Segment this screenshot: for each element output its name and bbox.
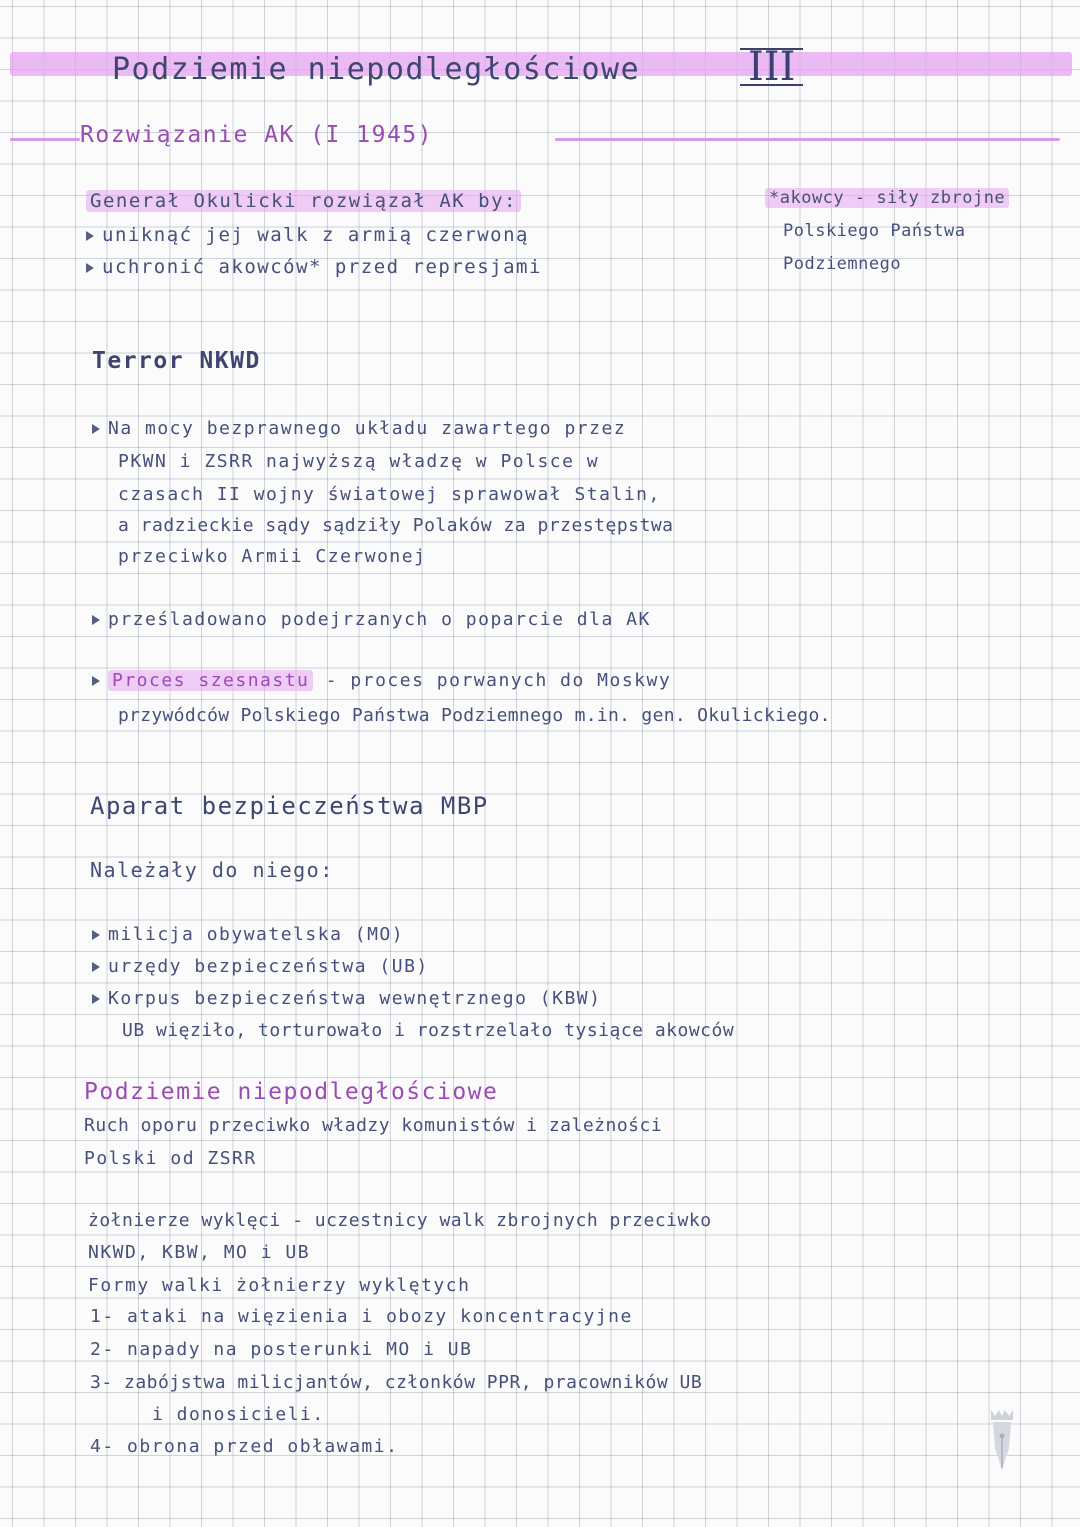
- section1-intro: Generał Okulicki rozwiązał AK by:: [86, 190, 521, 212]
- terror-bullet: Na mocy bezprawnego układu zawartego przez: [92, 418, 626, 439]
- terror-bullet: Proces szesnastu - proces porwanych do Moskwy: [92, 670, 671, 691]
- terror-bullet: prześladowano podejrzanych o poparcie dla AK: [92, 609, 651, 630]
- mbp-bullet: Korpus bezpieczeństwa wewnętrznego (KBW): [92, 988, 601, 1009]
- akowcy-footnote-line: Polskiego Państwa: [783, 221, 966, 241]
- definition-line: Ruch oporu przeciwko władzy komunistów i zależności: [84, 1115, 663, 1136]
- bullet-triangle-icon: [92, 424, 100, 434]
- page-title: Podziemie niepodległościowe: [112, 52, 641, 87]
- form-item: 1- ataki na więzienia i obozy koncentracyjne: [90, 1306, 633, 1327]
- bullet-triangle-icon: [92, 994, 100, 1004]
- section1-right-line: [555, 138, 1060, 141]
- section1-heading: Rozwiązanie AK (I 1945): [80, 122, 433, 148]
- bullet-triangle-icon: [86, 263, 94, 273]
- section2-heading: Terror NKWD: [92, 348, 261, 374]
- terror-line: przeciwko Armii Czerwonej: [118, 546, 427, 567]
- akowcy-footnote-line: Podziemnego: [783, 254, 902, 274]
- proces-line: przywódców Polskiego Państwa Podziemnego m.in. gen. Okulickiego.: [118, 705, 831, 726]
- section1-left-line: [10, 138, 80, 141]
- definition-line: Polski od ZSRR: [84, 1148, 257, 1169]
- soldiers-line: NKWD, KBW, MO i UB: [88, 1242, 311, 1263]
- form-item: 2- napady na posterunki MO i UB: [90, 1339, 473, 1360]
- bullet-triangle-icon: [86, 231, 94, 241]
- bullet-triangle-icon: [92, 930, 100, 940]
- bullet-triangle-icon: [92, 676, 100, 686]
- form-item: i donosicieli.: [152, 1404, 325, 1425]
- terror-line: czasach II wojny światowej sprawował Stalin,: [118, 484, 661, 505]
- section1-bullet: uchronić akowców* przed represjami: [86, 256, 542, 278]
- bullet-triangle-icon: [92, 615, 100, 625]
- bullet-triangle-icon: [92, 962, 100, 972]
- terror-line: PKWN i ZSRR najwyższą władzę w Polsce w: [118, 451, 600, 472]
- forms-heading: Formy walki żołnierzy wyklętych: [88, 1275, 471, 1296]
- fountain-pen-icon: [985, 1408, 1019, 1474]
- soldiers-line: żołnierze wyklęci - uczestnicy walk zbrojnych przeciwko: [88, 1210, 712, 1231]
- section1-bullet: uniknąć jej walk z armią czerwoną: [86, 224, 529, 246]
- akowcy-footnote: *akowcy - siły zbrojne: [765, 188, 1009, 208]
- terror-line: a radzieckie sądy sądziły Polaków za przestępstwa: [118, 515, 674, 536]
- mbp-bullet: urzędy bezpieczeństwa (UB): [92, 956, 429, 977]
- section4-heading: Podziemie niepodległościowe: [84, 1079, 499, 1105]
- form-item: 4- obrona przed obławami.: [90, 1436, 399, 1457]
- section3-intro: Należały do niego:: [90, 858, 334, 882]
- form-item: 3- zabójstwa milicjantów, członków PPR, pracowników UB: [90, 1372, 703, 1393]
- mbp-note: UB więziło, torturowało i rozstrzelało tysiące akowców: [122, 1020, 735, 1041]
- mbp-bullet: milicja obywatelska (MO): [92, 924, 404, 945]
- section3-heading: Aparat bezpieczeństwa MBP: [90, 792, 489, 820]
- chapter-number: III: [740, 48, 803, 86]
